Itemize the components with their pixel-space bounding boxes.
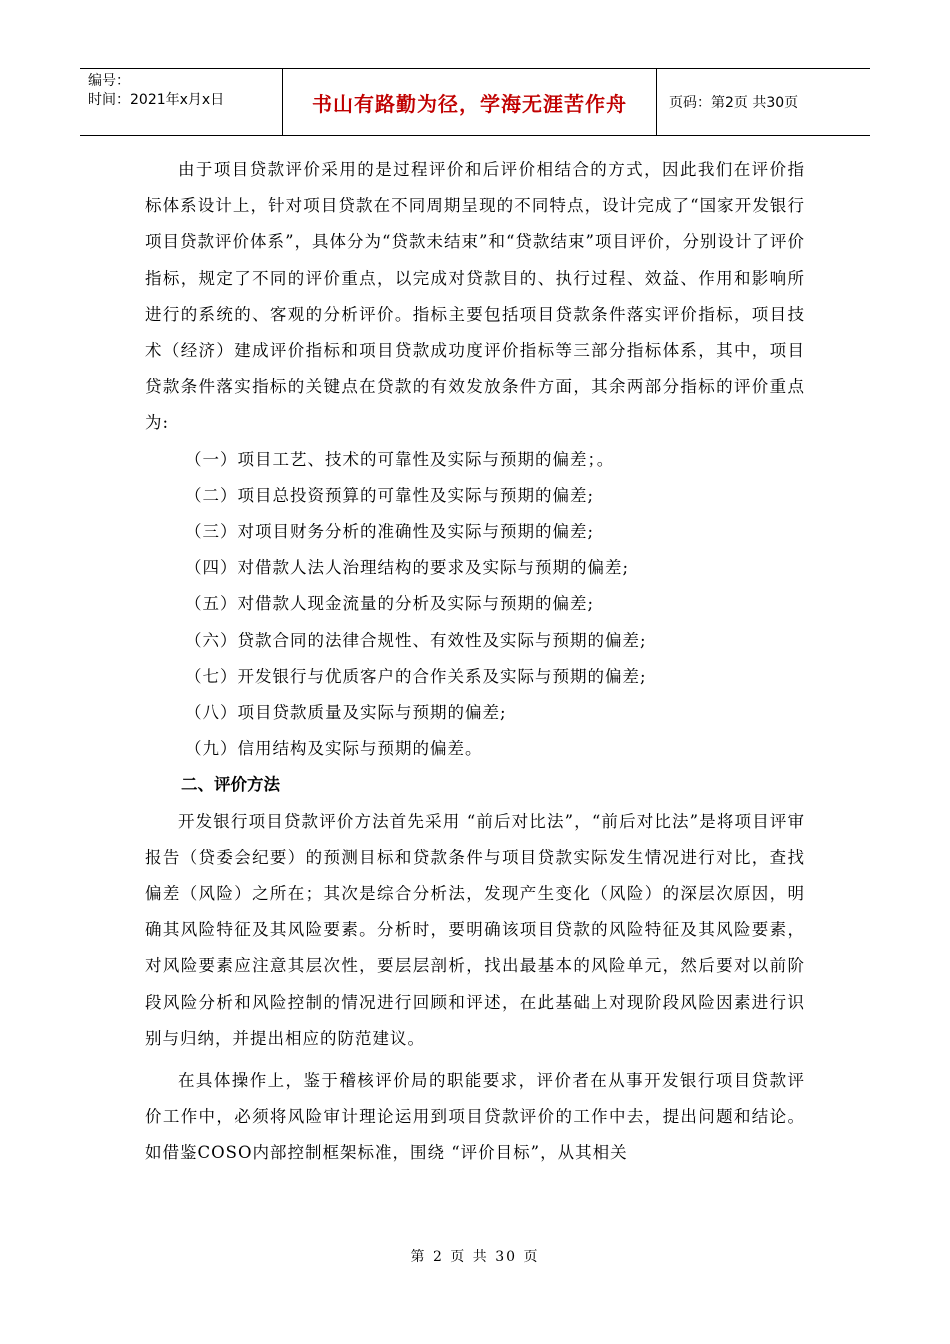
list-item: （九）信用结构及实际与预期的偏差。 <box>185 739 483 759</box>
evaluation-focus-list <box>145 442 805 768</box>
page-footer: 第 2 页 共 30 页 <box>410 1249 540 1265</box>
header-page-info: 页码：第2页 共30页 <box>669 95 799 111</box>
section-heading: 二、评价方法 <box>181 775 280 795</box>
method-paragraph: 开发银行项目贷款评价方法首先采用 “前后对比法”，“前后对比法”是将项目评审报告（贷委会纪要）的预测目标和贷款条件与项目贷款实际发生情况进行对比，查找偏差（风险）之所在；其次是综合分析法，发现产生变化（风险）的深层次原因，明确其风险特征及其风险要素。分析时，要明确该项目贷款的风险特征及其风险要素，对风险要素应注意其层次性，要层层剖析，找出最基本的风险单元，然后要对以前阶段风险分析和风险控制的情况进行回顾和评述，在此基础上对现阶段风险因素进行识别与归纳，并提出相应的防范建议。 <box>145 811 805 1048</box>
document-number-label: 编号： <box>88 73 130 89</box>
list-item: （八）项目贷款质量及实际与预期的偏差; <box>185 703 507 723</box>
list-item: （一）项目工艺、技术的可靠性及实际与预期的偏差；。 <box>185 449 615 469</box>
document-date-label: 时间：2021年x月x日 <box>88 92 225 108</box>
page-header <box>80 68 870 136</box>
list-item: （三）对项目财务分析的准确性及实际与预期的偏差; <box>185 522 595 542</box>
operation-paragraph: 在具体操作上，鉴于稽核评价局的职能要求，评价者在从事开发银行项目贷款评价工作中，必须将风险审计理论运用到项目贷款评价的工作中去，提出问题和结论。如借鉴COSO内部控制框架标准，围绕 “评价目标”，从其相关 <box>145 1071 805 1163</box>
list-item: （五）对借款人现金流量的分析及实际与预期的偏差; <box>185 594 595 614</box>
list-item: （二）项目总投资预算的可靠性及实际与预期的偏差; <box>185 485 595 505</box>
header-meta <box>80 69 283 135</box>
intro-paragraph: 由于项目贷款评价采用的是过程评价和后评价相结合的方式，因此我们在评价指标体系设计上，针对项目贷款在不同周期呈现的不同特点，设计完成了“国家开发银行项目贷款评价体系”，具体分为“贷款未结束”和“贷款结束”项目评价，分别设计了评价指标，规定了不同的评价重点，以完成对贷款目的、执行过程、效益、作用和影响所进行的系统的、客观的分析评价。指标主要包括项目贷款条件落实评价指标，项目技术（经济）建成评价指标和项目贷款成功度评价指标等三部分指标体系，其中，项目贷款条件落实指标的关键点在贷款的有效发放条件方面，其余两部分指标的评价重点为: <box>145 160 805 433</box>
list-item: （七）开发银行与优质客户的合作关系及实际与预期的偏差; <box>185 666 647 686</box>
document-body <box>145 152 805 1172</box>
list-item: （四）对借款人法人治理结构的要求及实际与预期的偏差; <box>185 558 630 578</box>
list-item: （六）贷款合同的法律合规性、有效性及实际与预期的偏差; <box>185 630 647 650</box>
header-motto: 书山有路勤为径，学海无涯苦作舟 <box>283 69 657 135</box>
